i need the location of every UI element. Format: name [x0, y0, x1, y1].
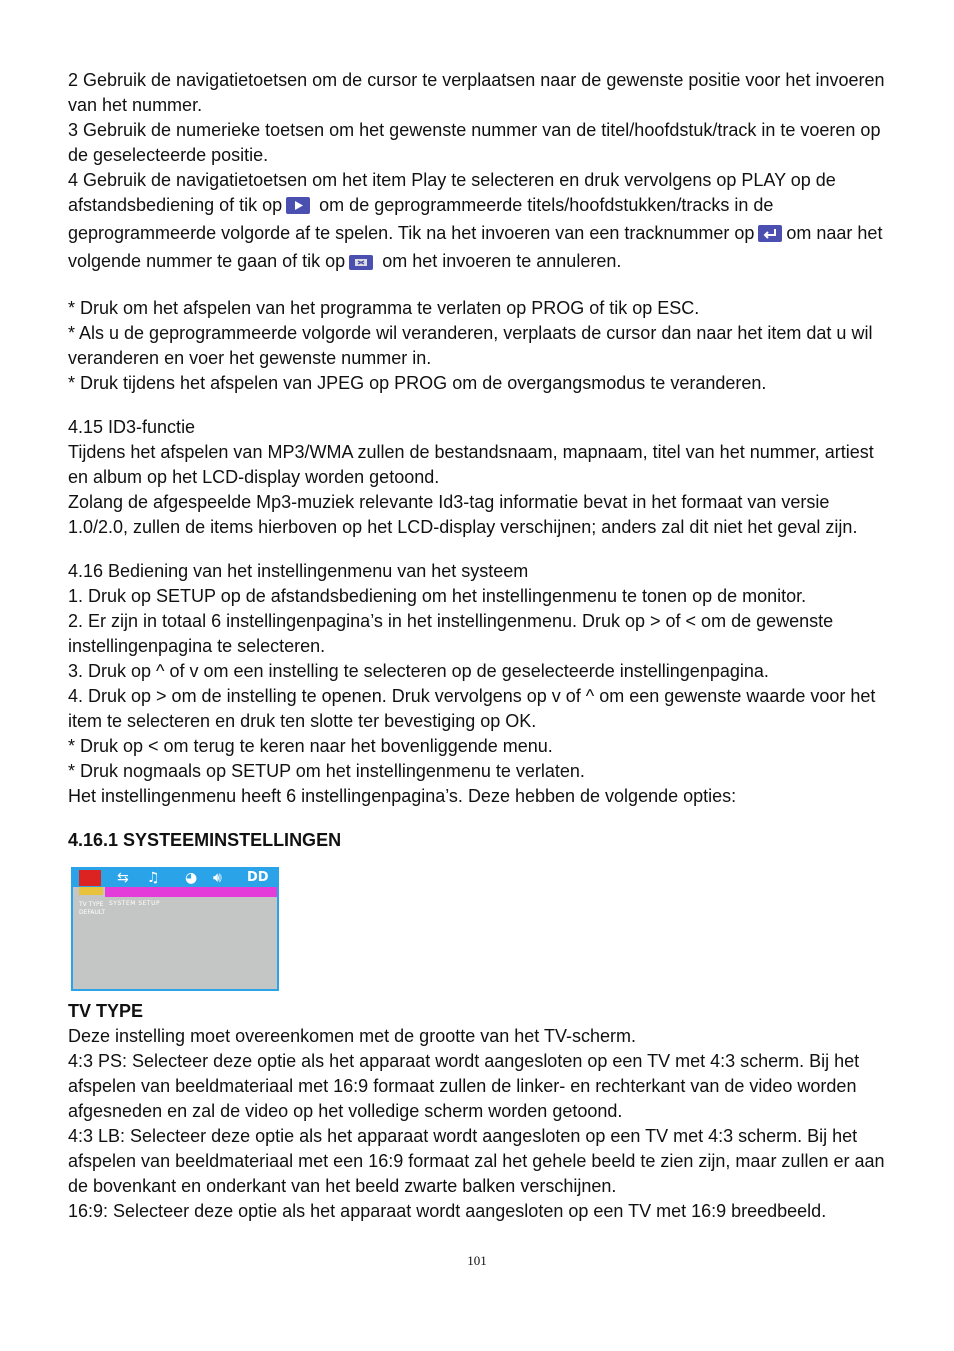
tv-type-heading: TV TYPE	[68, 1001, 144, 1021]
screen-menu-item: TV TYPE	[79, 901, 104, 908]
setup-line: 1. Druk op SETUP op de afstandsbediening om het instellingenmenu te tonen op de monitor.	[68, 586, 807, 606]
language-tab-icon: ⇆	[117, 870, 129, 886]
tv-type-line: 16:9: Selecteer deze optie als het apparaat wordt aangesloten op een TV met 16:9 breedbeeld.	[68, 1201, 827, 1221]
speaker-tab-icon: 🔊︎	[213, 870, 222, 886]
step-3: 3 Gebruik de numerieke toetsen om het gewenste nummer van de titel/hoofdstuk/track in te voeren op de geselecteerde positie.	[68, 120, 881, 165]
enter-icon	[758, 224, 782, 249]
tv-type-line: 4:3 LB: Selecteer deze optie als het apparaat wordt aangesloten op een TV met 4:3 scherm. Bij het afspelen van beeldmateriaal met een 16:9 formaat zal het gehele beeld te zien zijn, maar zullen er aan de bovenkant en onderkant van het beeld zwarte balken verschijnen.	[68, 1126, 885, 1196]
setup-line: 2. Er zijn in totaal 6 instellingenpagina’s in het instellingenmenu. Druk op > of < om de gewenste instellingenpagina te selecteren.	[68, 611, 834, 656]
note-2: * Als u de geprogrammeerde volgorde wil veranderen, verplaats de cursor dan naar het item dat u wil veranderen en voer het gewenste nummer in.	[68, 323, 873, 368]
screen-menu-list	[79, 901, 105, 917]
id3-line-1: Tijdens het afspelen van MP3/WMA zullen de bestandsnaam, mapnaam, titel van het nummer, artiest en album op het LCD-display worden getoond.	[68, 442, 874, 487]
step-4: 4 Gebruik de navigatietoetsen om het item Play te selecteren en druk vervolgens op PLAY op de afstandsbediening of tik op om de geprogrammeerde titels/hoofdstukken/tracks in de geprogrammeerde volgorde af te spelen. Tik na het invoeren van een tracknummer op om naar het volgende nummer te gaan of tik op om het invoeren te annuleren.	[68, 168, 890, 277]
system-tab-icon	[79, 870, 101, 886]
setup-heading: 4.16 Bediening van het instellingenmenu van het systeem	[68, 561, 529, 581]
screen-title-bar: SYSTEM SETUP	[105, 887, 277, 897]
tv-type-line: 4:3 PS: Selecteer deze optie als het apparaat wordt aangesloten op een TV met 4:3 scherm. Bij het afspelen van beeldmateriaal met 16:9 formaat zullen de linker- en rechterkant van de video worden afgesneden en zal de video op het volledige scherm worden getoond.	[68, 1051, 860, 1121]
tv-type-line: Deze instelling moet overeenkomen met de grootte van het TV-scherm.	[68, 1026, 636, 1046]
setup-line: Het instellingenmenu heeft 6 instellingenpagina’s. Deze hebben de volgende opties:	[68, 786, 737, 806]
note-3: * Druk tijdens het afspelen van JPEG op PROG om de overgangsmodus te veranderen.	[68, 373, 767, 393]
setup-line: * Druk op < om terug te keren naar het bovenliggende menu.	[68, 736, 553, 756]
dolby-tab-icon: DD	[247, 870, 269, 885]
audio-tab-icon: ♫	[147, 870, 160, 886]
video-tab-icon: ◕	[185, 870, 198, 886]
id3-line-2: Zolang de afgespeelde Mp3-muziek relevante Id3-tag informatie bevat in het formaat van versie 1.0/2.0, zullen de items hierboven op het LCD-display verschijnen; anders zal dit niet het geval zijn.	[68, 492, 858, 537]
screen-menu-item: DEFAULT	[79, 909, 105, 916]
cancel-icon	[349, 252, 373, 277]
play-icon	[286, 196, 310, 221]
setup-line: * Druk nogmaals op SETUP om het instellingenmenu te verlaten.	[68, 761, 585, 781]
system-setup-screenshot	[71, 867, 279, 991]
page-number: 101	[467, 1253, 487, 1268]
note-1: * Druk om het afspelen van het programma te verlaten op PROG of tik op ESC.	[68, 298, 700, 318]
selected-tab-marker	[79, 887, 103, 895]
setup-line: 3. Druk op ^ of v om een instelling te selecteren op de geselecteerde instellingenpagina.	[68, 661, 769, 681]
system-settings-heading: 4.16.1 SYSTEEMINSTELLINGEN	[68, 830, 342, 850]
setup-line: 4. Druk op > om de instelling te openen. Druk vervolgens op v of ^ om een gewenste waarde voor het item te selecteren en druk ten slotte ter bevestiging op OK.	[68, 686, 876, 731]
document-body	[68, 68, 890, 1224]
id3-heading: 4.15 ID3-functie	[68, 417, 196, 437]
step-2: 2 Gebruik de navigatietoetsen om de cursor te verplaatsen naar de gewenste positie voor het invoeren van het nummer.	[68, 70, 885, 115]
